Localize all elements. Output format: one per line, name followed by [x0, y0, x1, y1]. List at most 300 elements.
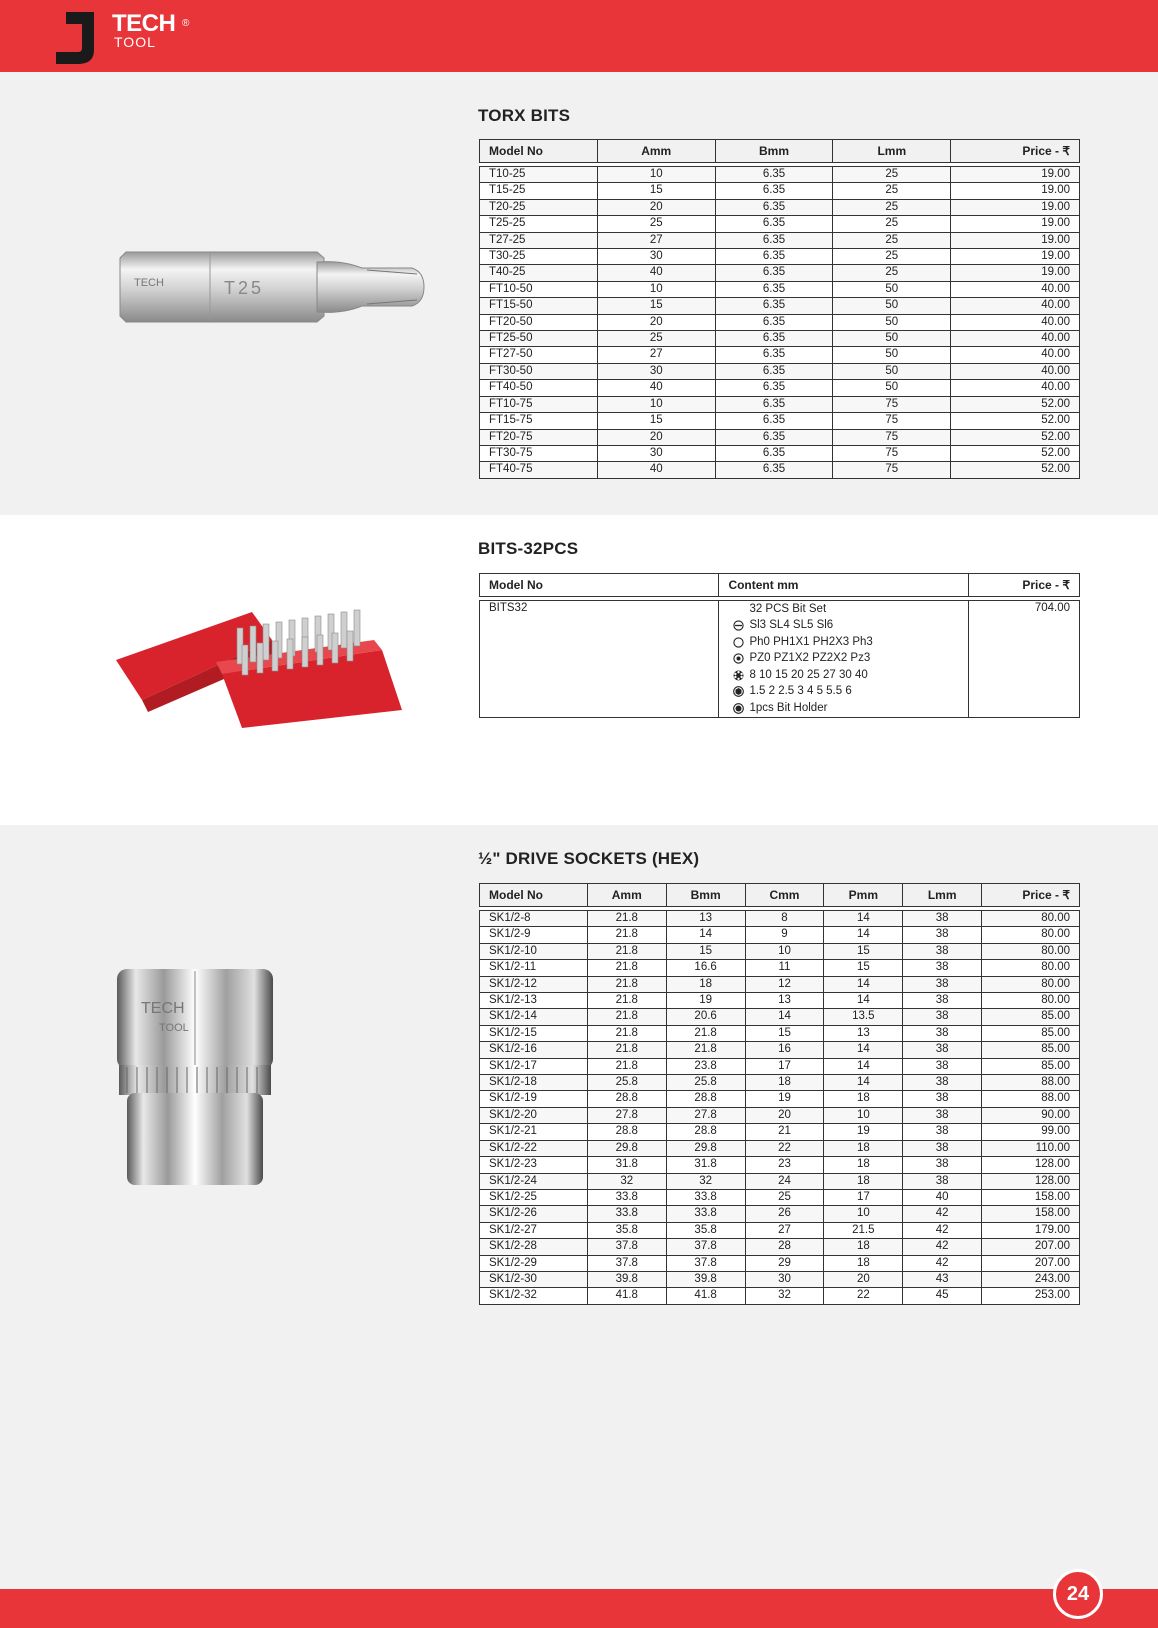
- table-cell: 40.00: [951, 380, 1080, 396]
- table-cell: 20: [597, 199, 715, 215]
- table-cell: 14: [824, 993, 903, 1009]
- table-row: [480, 216, 1080, 232]
- jtech-logo: [52, 6, 212, 66]
- table-row: [480, 1173, 1080, 1189]
- table-cell: 52.00: [951, 445, 1080, 461]
- table-cell: 17: [745, 1058, 824, 1074]
- page-number-badge: 24: [1053, 1569, 1103, 1619]
- table-cell: FT40-50: [480, 380, 598, 396]
- table-cell: 38: [903, 1075, 982, 1091]
- table-row: [480, 927, 1080, 943]
- table-cell: 207.00: [982, 1255, 1080, 1271]
- table-cell: 6.35: [715, 183, 833, 199]
- table-cell: 27: [597, 347, 715, 363]
- table-row: [480, 1107, 1080, 1123]
- col-header: Price - ₹: [969, 574, 1080, 597]
- table-cell: SK1/2-18: [480, 1075, 588, 1091]
- bits32-content-text: Ph0 PH1X1 PH2X3 Ph3: [749, 635, 873, 648]
- table-cell: 10: [745, 943, 824, 959]
- table-cell: 33.8: [666, 1189, 745, 1205]
- table-cell: T40-25: [480, 265, 598, 281]
- table-cell: 14: [824, 1075, 903, 1091]
- table-row: [480, 396, 1080, 412]
- bits32-table: [479, 573, 1080, 718]
- bits32-content-line: [731, 684, 959, 701]
- torx-bit-icon: [731, 670, 745, 681]
- col-header: Model No: [480, 884, 588, 907]
- table-cell: SK1/2-14: [480, 1009, 588, 1025]
- table-cell: FT15-75: [480, 413, 598, 429]
- table-cell: 6.35: [715, 167, 833, 183]
- col-header: Cmm: [745, 884, 824, 907]
- table-cell: 52.00: [951, 429, 1080, 445]
- bits32-content-text: 1.5 2 2.5 3 4 5 5.5 6: [749, 685, 852, 698]
- table-cell: 16: [745, 1042, 824, 1058]
- table-cell: 75: [833, 445, 951, 461]
- table-cell: 20.6: [666, 1009, 745, 1025]
- table-cell: 21.8: [587, 976, 666, 992]
- table-cell: 19: [666, 993, 745, 1009]
- logo-registered: ®: [182, 18, 190, 29]
- table-cell: SK1/2-32: [480, 1288, 588, 1304]
- table-row: [480, 1271, 1080, 1287]
- slotted-bit-icon: [731, 620, 745, 631]
- table-cell: 42: [903, 1255, 982, 1271]
- table-cell: 15: [597, 298, 715, 314]
- table-row: [480, 462, 1080, 478]
- table-cell: 90.00: [982, 1107, 1080, 1123]
- col-header: Content mm: [719, 574, 969, 597]
- table-cell: 6.35: [715, 298, 833, 314]
- table-cell: 37.8: [587, 1255, 666, 1271]
- table-cell: SK1/2-23: [480, 1157, 588, 1173]
- table-cell: 18: [824, 1157, 903, 1173]
- table-cell: 15: [666, 943, 745, 959]
- col-header: Model No: [480, 140, 598, 163]
- col-header: Lmm: [833, 140, 951, 163]
- table-cell: 28.8: [666, 1091, 745, 1107]
- table-cell: 80.00: [982, 943, 1080, 959]
- table-cell: 25: [833, 265, 951, 281]
- table-cell: 6.35: [715, 445, 833, 461]
- table-cell: 22: [745, 1140, 824, 1156]
- torx-bits-table: [479, 139, 1080, 479]
- table-cell: 25.8: [587, 1075, 666, 1091]
- table-row: [480, 331, 1080, 347]
- table-cell: SK1/2-19: [480, 1091, 588, 1107]
- table-cell: 38: [903, 1042, 982, 1058]
- table-cell: 85.00: [982, 1042, 1080, 1058]
- table-header-row: [480, 574, 1080, 597]
- table-cell: 45: [903, 1288, 982, 1304]
- bits32-content-text: Sl3 SL4 SL5 Sl6: [749, 619, 834, 632]
- table-cell: 40.00: [951, 363, 1080, 379]
- table-row: [480, 314, 1080, 330]
- table-cell: 40.00: [951, 314, 1080, 330]
- table-cell: 19: [824, 1124, 903, 1140]
- table-cell: 38: [903, 1091, 982, 1107]
- table-row: [480, 1239, 1080, 1255]
- table-cell: 6.35: [715, 232, 833, 248]
- table-cell: 42: [903, 1239, 982, 1255]
- table-cell: 33.8: [666, 1206, 745, 1222]
- table-cell: 6.35: [715, 413, 833, 429]
- col-header: Bmm: [715, 140, 833, 163]
- table-cell: 40.00: [951, 331, 1080, 347]
- table-cell: 25: [833, 199, 951, 215]
- table-cell: 43: [903, 1271, 982, 1287]
- table-cell: 21: [745, 1124, 824, 1140]
- table-cell: 15: [745, 1025, 824, 1041]
- col-header: Amm: [587, 884, 666, 907]
- phillips-bit-icon: [731, 637, 745, 648]
- svg-text:TECH: TECH: [134, 277, 164, 289]
- table-cell: 19.00: [951, 167, 1080, 183]
- table-cell: SK1/2-10: [480, 943, 588, 959]
- bits32-section-title: BITS-32PCS: [478, 539, 579, 558]
- table-cell: 18: [824, 1255, 903, 1271]
- bits32-price: 704.00: [969, 601, 1080, 718]
- table-cell: 27.8: [666, 1107, 745, 1123]
- table-cell: 6.35: [715, 265, 833, 281]
- table-row: [480, 1206, 1080, 1222]
- table-cell: 19.00: [951, 199, 1080, 215]
- table-cell: SK1/2-15: [480, 1025, 588, 1041]
- table-cell: 18: [824, 1091, 903, 1107]
- table-row: [480, 943, 1080, 959]
- table-cell: 38: [903, 960, 982, 976]
- table-cell: 52.00: [951, 462, 1080, 478]
- bits32-model: BITS32: [480, 601, 719, 718]
- table-row: [480, 976, 1080, 992]
- table-cell: 26: [745, 1206, 824, 1222]
- table-cell: 18: [824, 1173, 903, 1189]
- table-cell: 50: [833, 363, 951, 379]
- table-row: [480, 413, 1080, 429]
- table-row: [480, 1222, 1080, 1238]
- table-cell: 28.8: [666, 1124, 745, 1140]
- col-header: Price - ₹: [951, 140, 1080, 163]
- table-cell: 38: [903, 1124, 982, 1140]
- table-cell: 253.00: [982, 1288, 1080, 1304]
- hex-bit-icon: [731, 686, 745, 697]
- table-cell: 29.8: [587, 1140, 666, 1156]
- table-cell: 50: [833, 314, 951, 330]
- table-cell: SK1/2-21: [480, 1124, 588, 1140]
- table-row: [480, 1255, 1080, 1271]
- table-cell: 207.00: [982, 1239, 1080, 1255]
- table-cell: 128.00: [982, 1173, 1080, 1189]
- table-cell: FT10-50: [480, 281, 598, 297]
- table-cell: SK1/2-12: [480, 976, 588, 992]
- table-cell: 80.00: [982, 911, 1080, 927]
- table-cell: 25.8: [666, 1075, 745, 1091]
- table-cell: 75: [833, 413, 951, 429]
- table-cell: 39.8: [666, 1271, 745, 1287]
- table-cell: 41.8: [587, 1288, 666, 1304]
- table-cell: 75: [833, 462, 951, 478]
- table-cell: 6.35: [715, 314, 833, 330]
- svg-text:TECH: TECH: [141, 1000, 185, 1017]
- table-cell: 15: [824, 943, 903, 959]
- table-cell: 21.8: [666, 1042, 745, 1058]
- table-cell: 21.8: [587, 911, 666, 927]
- bits32-content-text: 32 PCS Bit Set: [749, 602, 827, 615]
- table-cell: 27.8: [587, 1107, 666, 1123]
- table-cell: 80.00: [982, 927, 1080, 943]
- table-cell: SK1/2-27: [480, 1222, 588, 1238]
- table-cell: 21.5: [824, 1222, 903, 1238]
- pozidriv-bit-icon: [731, 653, 745, 664]
- table-cell: 80.00: [982, 993, 1080, 1009]
- table-cell: 18: [824, 1239, 903, 1255]
- svg-text:TOOL: TOOL: [159, 1022, 189, 1034]
- table-cell: 6.35: [715, 347, 833, 363]
- table-cell: 20: [597, 314, 715, 330]
- table-cell: 14: [745, 1009, 824, 1025]
- table-row: [480, 249, 1080, 265]
- col-header: Price - ₹: [982, 884, 1080, 907]
- table-cell: 158.00: [982, 1189, 1080, 1205]
- bits32-content-line: [731, 601, 959, 618]
- table-cell: 18: [745, 1075, 824, 1091]
- table-cell: FT25-50: [480, 331, 598, 347]
- table-cell: 38: [903, 1025, 982, 1041]
- table-cell: 20: [745, 1107, 824, 1123]
- table-cell: 16.6: [666, 960, 745, 976]
- table-cell: 50: [833, 347, 951, 363]
- table-cell: SK1/2-11: [480, 960, 588, 976]
- table-row: [480, 1124, 1080, 1140]
- table-row: [480, 445, 1080, 461]
- table-cell: 22: [824, 1288, 903, 1304]
- table-cell: 50: [833, 380, 951, 396]
- bit-holder-icon: [731, 703, 745, 714]
- table-cell: 33.8: [587, 1189, 666, 1205]
- table-cell: 30: [745, 1271, 824, 1287]
- table-cell: 75: [833, 396, 951, 412]
- table-cell: FT27-50: [480, 347, 598, 363]
- table-cell: 38: [903, 943, 982, 959]
- table-cell: 13: [666, 911, 745, 927]
- table-cell: 38: [903, 1173, 982, 1189]
- table-cell: 21.8: [587, 960, 666, 976]
- table-row: [480, 347, 1080, 363]
- table-cell: 6.35: [715, 281, 833, 297]
- table-cell: 28.8: [587, 1124, 666, 1140]
- table-cell: 10: [824, 1206, 903, 1222]
- table-cell: 38: [903, 1009, 982, 1025]
- table-cell: 158.00: [982, 1206, 1080, 1222]
- table-cell: 29: [745, 1255, 824, 1271]
- table-cell: 85.00: [982, 1058, 1080, 1074]
- table-row: [480, 199, 1080, 215]
- logo-text-tool: TOOL: [114, 34, 156, 50]
- table-cell: 35.8: [587, 1222, 666, 1238]
- table-cell: 32: [745, 1288, 824, 1304]
- table-cell: 25: [833, 216, 951, 232]
- table-cell: 27: [745, 1222, 824, 1238]
- table-cell: 19.00: [951, 265, 1080, 281]
- table-cell: 25: [597, 216, 715, 232]
- table-cell: 10: [597, 167, 715, 183]
- table-cell: 50: [833, 298, 951, 314]
- table-cell: SK1/2-28: [480, 1239, 588, 1255]
- table-cell: 40: [903, 1189, 982, 1205]
- table-cell: 15: [597, 413, 715, 429]
- table-cell: 20: [824, 1271, 903, 1287]
- table-cell: 85.00: [982, 1009, 1080, 1025]
- bits32-content-text: 1pcs Bit Holder: [749, 701, 828, 714]
- table-cell: 38: [903, 927, 982, 943]
- logo-j-mark: [52, 8, 98, 66]
- table-row: [480, 1189, 1080, 1205]
- table-cell: FT30-75: [480, 445, 598, 461]
- table-cell: 38: [903, 1107, 982, 1123]
- table-cell: 6.35: [715, 380, 833, 396]
- table-cell: 14: [824, 927, 903, 943]
- table-cell: 23.8: [666, 1058, 745, 1074]
- table-cell: 33.8: [587, 1206, 666, 1222]
- table-cell: 6.35: [715, 462, 833, 478]
- table-header-row: [480, 884, 1080, 907]
- table-cell: 35.8: [666, 1222, 745, 1238]
- table-cell: 10: [597, 281, 715, 297]
- table-cell: 23: [745, 1157, 824, 1173]
- table-cell: 21.8: [587, 1025, 666, 1041]
- table-cell: 6.35: [715, 331, 833, 347]
- table-cell: SK1/2-25: [480, 1189, 588, 1205]
- table-cell: SK1/2-8: [480, 911, 588, 927]
- table-cell: 21.8: [587, 1009, 666, 1025]
- table-row: [480, 265, 1080, 281]
- table-cell: 30: [597, 249, 715, 265]
- table-cell: 52.00: [951, 413, 1080, 429]
- svg-text:T25: T25: [224, 278, 265, 298]
- table-row: [480, 993, 1080, 1009]
- table-cell: 88.00: [982, 1091, 1080, 1107]
- table-cell: SK1/2-24: [480, 1173, 588, 1189]
- table-cell: SK1/2-17: [480, 1058, 588, 1074]
- table-cell: 32: [666, 1173, 745, 1189]
- table-row: [480, 380, 1080, 396]
- col-header: Pmm: [824, 884, 903, 907]
- table-cell: 6.35: [715, 199, 833, 215]
- table-cell: 37.8: [666, 1239, 745, 1255]
- bits32-content-line: [731, 651, 959, 668]
- table-cell: 6.35: [715, 249, 833, 265]
- table-cell: 128.00: [982, 1157, 1080, 1173]
- table-cell: 8: [745, 911, 824, 927]
- table-cell: T10-25: [480, 167, 598, 183]
- bits32-content-line: [731, 667, 959, 684]
- table-cell: 38: [903, 976, 982, 992]
- table-cell: FT15-50: [480, 298, 598, 314]
- table-cell: SK1/2-9: [480, 927, 588, 943]
- table-cell: FT20-75: [480, 429, 598, 445]
- table-row: [480, 601, 1080, 718]
- table-cell: FT10-75: [480, 396, 598, 412]
- table-cell: SK1/2-20: [480, 1107, 588, 1123]
- table-cell: 38: [903, 1058, 982, 1074]
- table-cell: 19: [745, 1091, 824, 1107]
- table-row: [480, 183, 1080, 199]
- table-cell: 28.8: [587, 1091, 666, 1107]
- table-row: [480, 232, 1080, 248]
- table-cell: T30-25: [480, 249, 598, 265]
- table-cell: 40.00: [951, 298, 1080, 314]
- table-cell: 25: [833, 249, 951, 265]
- table-cell: SK1/2-16: [480, 1042, 588, 1058]
- table-cell: 40.00: [951, 347, 1080, 363]
- table-cell: 27: [597, 232, 715, 248]
- table-cell: SK1/2-30: [480, 1271, 588, 1287]
- table-row: [480, 1042, 1080, 1058]
- table-row: [480, 1075, 1080, 1091]
- table-cell: 25: [833, 232, 951, 248]
- table-header-row: [480, 140, 1080, 163]
- table-cell: 32: [587, 1173, 666, 1189]
- table-cell: SK1/2-13: [480, 993, 588, 1009]
- table-row: [480, 1058, 1080, 1074]
- table-cell: 19.00: [951, 249, 1080, 265]
- table-cell: 41.8: [666, 1288, 745, 1304]
- table-cell: 17: [824, 1189, 903, 1205]
- bits32-content-line: [731, 700, 959, 717]
- table-cell: 75: [833, 429, 951, 445]
- table-cell: 21.8: [587, 1058, 666, 1074]
- table-cell: 40: [597, 265, 715, 281]
- table-cell: 25: [745, 1189, 824, 1205]
- table-cell: 21.8: [587, 927, 666, 943]
- table-cell: 11: [745, 960, 824, 976]
- table-cell: 14: [824, 976, 903, 992]
- table-cell: 13: [824, 1025, 903, 1041]
- table-cell: 14: [824, 911, 903, 927]
- table-cell: 50: [833, 281, 951, 297]
- table-cell: 80.00: [982, 960, 1080, 976]
- table-cell: 21.8: [587, 993, 666, 1009]
- bits32-content-text: 8 10 15 20 25 27 30 40: [749, 668, 868, 681]
- table-cell: 21.8: [666, 1025, 745, 1041]
- table-cell: 25: [833, 167, 951, 183]
- bits32-content-cell: [719, 601, 969, 718]
- table-cell: 179.00: [982, 1222, 1080, 1238]
- table-cell: SK1/2-29: [480, 1255, 588, 1271]
- table-cell: SK1/2-26: [480, 1206, 588, 1222]
- torx-section-title: TORX BITS: [478, 106, 571, 125]
- table-cell: 19.00: [951, 183, 1080, 199]
- table-cell: T15-25: [480, 183, 598, 199]
- table-cell: 25: [597, 331, 715, 347]
- table-row: [480, 429, 1080, 445]
- table-cell: 29.8: [666, 1140, 745, 1156]
- table-cell: 88.00: [982, 1075, 1080, 1091]
- table-row: [480, 911, 1080, 927]
- bits32-content-line: [731, 634, 959, 651]
- table-cell: 30: [597, 363, 715, 379]
- table-row: [480, 1091, 1080, 1107]
- table-row: [480, 281, 1080, 297]
- hex-socket-image: [115, 965, 275, 1190]
- table-cell: 38: [903, 1140, 982, 1156]
- table-cell: 6.35: [715, 429, 833, 445]
- col-header: Amm: [597, 140, 715, 163]
- table-cell: 20: [597, 429, 715, 445]
- table-cell: 14: [666, 927, 745, 943]
- table-cell: 15: [824, 960, 903, 976]
- table-cell: 9: [745, 927, 824, 943]
